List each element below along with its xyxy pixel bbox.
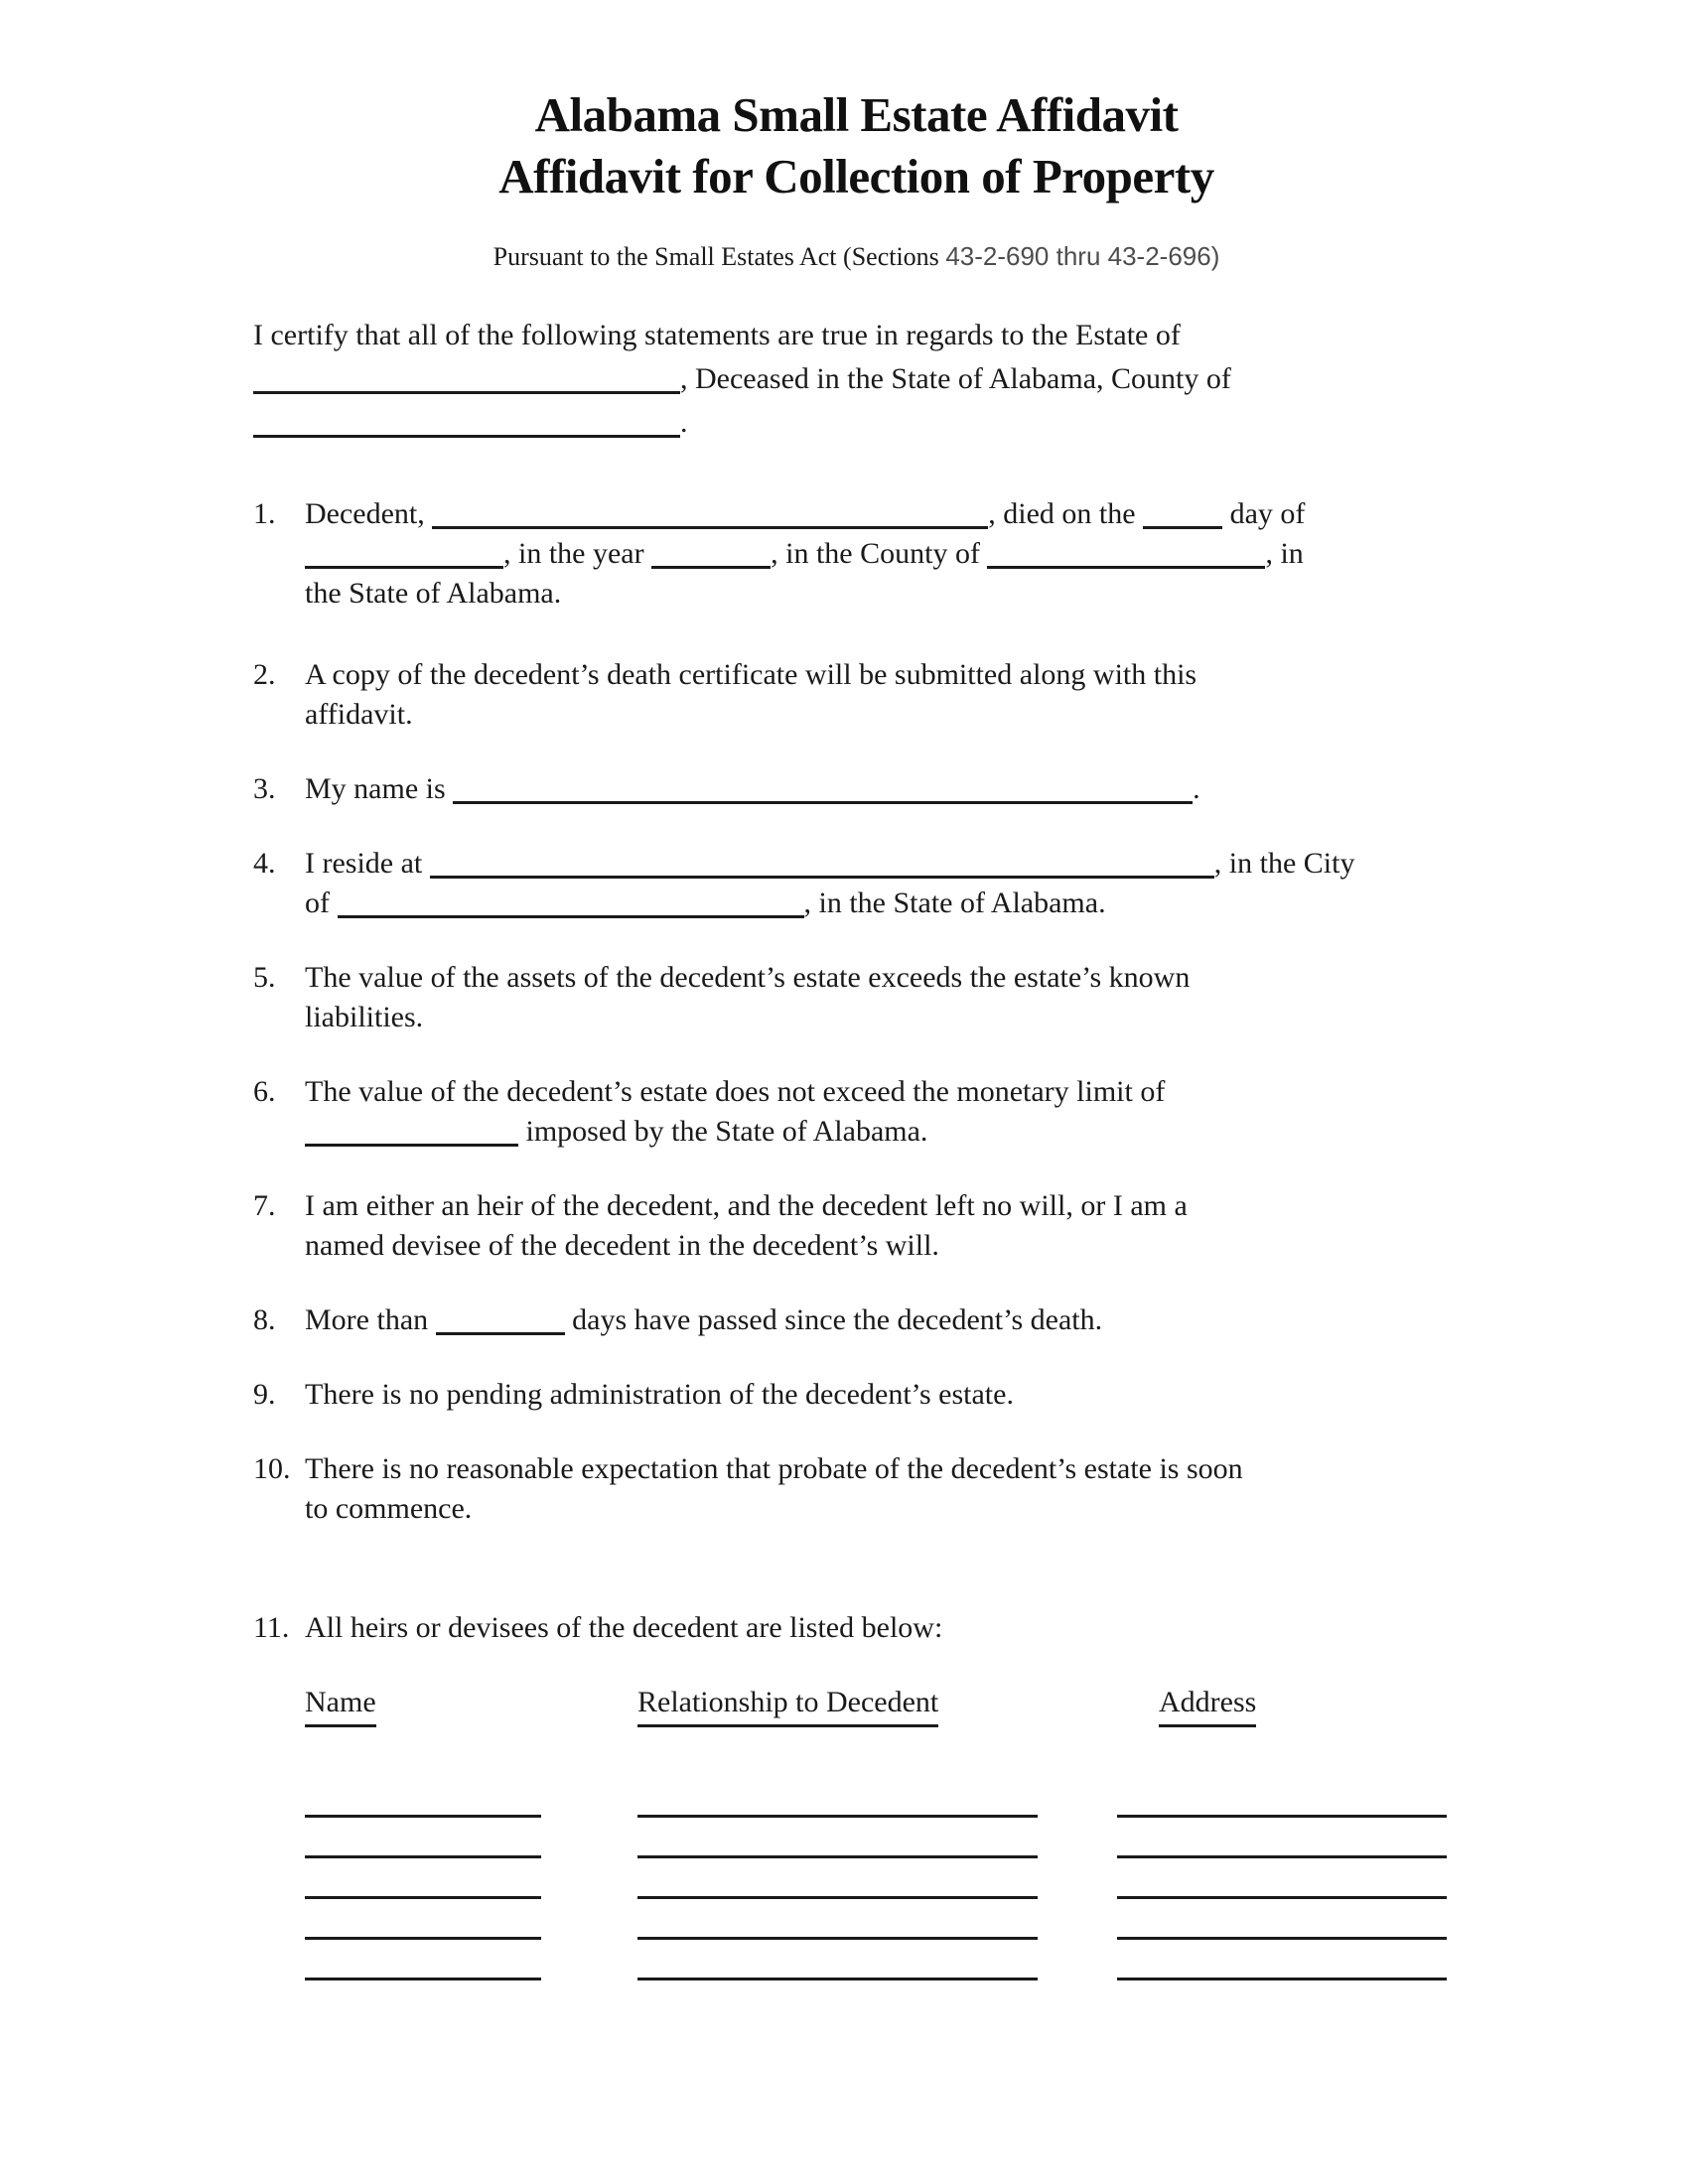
static-text: liabilities. [305,1001,424,1033]
statute-reference [253,239,1460,274]
heirs-address-rows [1117,1777,1447,1980]
certification-line-1 [253,314,1460,357]
affidavit-item-6 [253,1072,1460,1152]
item-5-line-1 [305,958,1190,998]
blank-field[interactable] [430,876,1214,879]
item-text [305,1072,1165,1152]
item-text [305,1449,1243,1529]
static-text: the State of Alabama. [305,577,562,610]
static-text: I reside at [305,847,430,880]
item-7-line-2 [305,1226,1188,1266]
item-number: 10. [253,1452,291,1485]
item-number: 2. [253,658,276,691]
blank-field[interactable] [453,801,1193,804]
affidavit-item-8 [253,1300,1460,1340]
heirs-blank-cell[interactable] [637,1899,1038,1940]
item-9-line-1 [305,1375,1014,1415]
heirs-blank-cell[interactable] [305,1818,541,1858]
blank-field[interactable] [1143,526,1222,529]
item-number: 7. [253,1189,276,1222]
heirs-blank-cell[interactable] [305,1899,541,1940]
item-1-line-1 [305,494,1305,534]
item-number: 8. [253,1303,276,1336]
affidavit-item-4 [253,844,1460,923]
heirs-blank-cell[interactable] [637,1858,1038,1899]
static-text: There is no pending administration of the decedent’s estate. [305,1378,1014,1411]
static-text: Decedent, [305,497,433,530]
static-text: day of [1222,497,1306,530]
heirs-blank-cell[interactable] [1117,1777,1447,1818]
blank-field[interactable] [987,566,1265,569]
static-text: I certify that all of the following statements are true in regards to the Estate of [253,319,1181,351]
item-text [305,769,1200,809]
blank-field[interactable] [338,915,804,918]
static-text: affidavit. [305,698,413,731]
item-5-line-2 [305,998,1190,1037]
item-number: 11. [253,1611,290,1644]
affidavit-item-2 [253,655,1460,735]
item-text [305,1375,1014,1415]
item-3-line-1 [305,769,1200,809]
item-2-line-2 [305,695,1196,735]
heirs-header-address: Address [1159,1683,1256,1727]
heirs-blank-cell[interactable] [1117,1940,1447,1980]
heirs-blank-cell[interactable] [305,1858,541,1899]
heirs-column-name [305,1683,541,1980]
item-text [305,655,1196,735]
heirs-blank-cell[interactable] [1117,1818,1447,1858]
item-text [305,844,1354,923]
document-title-line-2: Affidavit for Collection of Property [498,149,1214,204]
static-text: , in the County of [771,537,988,570]
item-6-line-1 [305,1072,1165,1112]
heirs-blank-cell[interactable] [1117,1899,1447,1940]
item-10-line-1 [305,1449,1243,1489]
blank-field[interactable] [305,1144,518,1147]
static-text: I am either an heir of the decedent, and the decedent left no will, or I am a [305,1189,1188,1222]
static-text: , in [1265,537,1304,570]
heirs-blank-cell[interactable] [637,1777,1038,1818]
item-1-line-3 [305,574,1305,614]
item-text [305,494,1305,614]
static-text: , in the year [503,537,652,570]
static-text: , in the City [1213,847,1355,880]
item-10-line-2 [305,1489,1243,1529]
static-text: The value of the decedent’s estate does not exceed the monetary limit of [305,1075,1166,1108]
blank-field[interactable] [436,1332,565,1335]
affidavit-item-9 [253,1375,1460,1415]
item-text [305,1186,1188,1266]
item-11-line-1 [305,1608,942,1648]
static-text: days have passed since the decedent’s death. [564,1303,1103,1336]
affidavit-item-7 [253,1186,1460,1266]
item-number: 6. [253,1075,276,1108]
blank-field[interactable] [253,391,680,394]
static-text: There is no reasonable expectation that probate of the decedent’s estate is soon [305,1452,1243,1485]
item-1-line-2 [305,534,1305,574]
document-title-line-1: Alabama Small Estate Affidavit [534,87,1179,142]
blank-field[interactable] [253,435,680,438]
blank-field[interactable] [305,566,503,569]
certification-statement [253,314,1460,445]
statute-reference-text: Pursuant to the Small Estates Act (Sections [492,242,946,271]
static-text: The value of the assets of the decedent’s estate exceeds the estate’s known [305,961,1191,994]
static-text: My name is [305,772,454,805]
item-8-line-1 [305,1300,1102,1340]
static-text: named devisee of the decedent in the decedent’s will. [305,1229,939,1262]
blank-field[interactable] [651,566,771,569]
certification-line-2 [253,357,1460,401]
static-text: , in the State of Alabama. [803,887,1106,919]
affidavit-item-10 [253,1449,1460,1529]
heirs-name-rows [305,1777,541,1980]
static-text: imposed by the State of Alabama. [518,1115,928,1148]
item-number: 5. [253,961,276,994]
item-4-line-2 [305,884,1354,923]
item-number: 9. [253,1378,276,1411]
heirs-blank-cell[interactable] [305,1777,541,1818]
static-text: More than [305,1303,436,1336]
static-text: to commence. [305,1492,473,1525]
item-7-line-1 [305,1186,1188,1226]
heirs-relationship-rows [637,1777,1038,1980]
static-text: . [680,406,688,439]
heirs-column-relationship [637,1683,1038,1980]
heirs-table [253,1683,1460,1980]
item-text [305,958,1190,1037]
static-text: . [1193,772,1200,805]
heirs-blank-cell[interactable] [1117,1858,1447,1899]
affidavit-item-3 [253,769,1460,809]
statute-section-numbers: 43-2-690 thru 43-2-696) [945,241,1220,271]
heirs-blank-cell[interactable] [305,1940,541,1980]
item-number: 4. [253,847,276,880]
heirs-column-address [1117,1683,1447,1980]
item-2-line-1 [305,655,1196,695]
static-text: , died on the [988,497,1144,530]
affidavit-item-11 [253,1608,1460,1648]
item-text [305,1608,942,1648]
item-4-line-1 [305,844,1354,884]
item-6-line-2 [305,1112,1165,1152]
static-text: A copy of the decedent’s death certificate will be submitted along with this [305,658,1197,691]
blank-field[interactable] [432,526,988,529]
static-text: All heirs or devisees of the decedent are listed below: [305,1611,943,1644]
affidavit-item-1 [253,494,1460,614]
item-number: 3. [253,772,276,805]
heirs-header-name: Name [305,1683,376,1727]
static-text: of [305,887,338,919]
item-number: 1. [253,497,276,530]
heirs-header-relationship: Relationship to Decedent [637,1683,938,1727]
affidavit-items-list [253,494,1460,1648]
item-text [305,1300,1102,1340]
heirs-blank-cell[interactable] [637,1940,1038,1980]
heirs-blank-cell[interactable] [637,1818,1038,1858]
affidavit-item-5 [253,958,1460,1037]
certification-line-3 [253,401,1460,445]
static-text: , Deceased in the State of Alabama, County of [680,362,1231,395]
